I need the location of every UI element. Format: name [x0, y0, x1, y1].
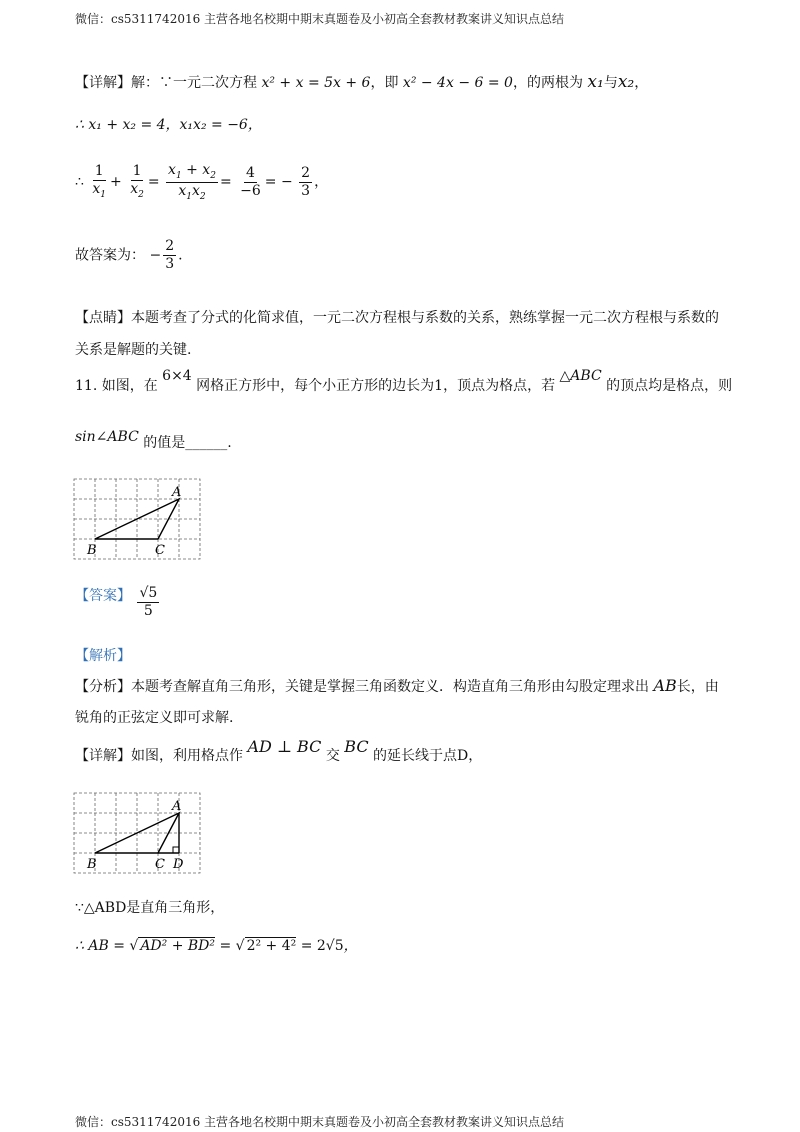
analysis-line-1 — [75, 676, 719, 696]
comment-text-1: 本题考查了分式的化简求值，一元二次方程根与系数的关系，熟练掌握一元二次方程根与系数的 — [131, 310, 719, 326]
question-11-line-1 — [75, 368, 733, 395]
vieta-line: ∴ x₁ + x₂ = 4，x₁x₂ = −6， — [75, 117, 262, 133]
answer-tag: 【答案】 — [75, 588, 131, 605]
detail-line-1 — [75, 72, 648, 92]
detail-end: ， — [634, 75, 649, 91]
detail2-text-a: 如图，利用格点作 — [131, 748, 243, 764]
root-2: x₂ — [617, 72, 635, 92]
fig2-label-b: B — [87, 857, 97, 872]
equation-2: x² − 4x − 6 = 0 — [402, 75, 513, 91]
answer-num: 2 — [165, 238, 175, 254]
fig1-label-b: B — [87, 543, 97, 558]
fraction-end: ， — [314, 174, 329, 191]
triangle-figure-1 — [73, 478, 205, 563]
fraction-line: ∴ $\frac{1}{x_1}$ + $\frac{1}{x_2}$ = $\frac{x_1 + x_2}{x_1x_2}$ = $\frac{4}{-6}$ = − $\frac{2}{3}$ ， — [75, 162, 329, 202]
ab-length-line: ∴ AB = √ AD² + BD² = √ 2² + 4² = 2√5， — [75, 938, 358, 954]
analysis-ab: AB — [653, 676, 677, 695]
q11-text-b: 网格正方形中，每个小正方形的边长为1，顶点为格点，若 — [196, 378, 556, 394]
q11-triangle: △ABC — [559, 368, 602, 384]
fig2-label-d: D — [173, 857, 184, 872]
answer-line: 故答案为： − $\frac{2}{3}$ . — [75, 238, 183, 272]
detail2-line — [75, 737, 483, 765]
ab-radicand-2: 2² + 4² — [246, 938, 297, 954]
answer-label: 故答案为： — [75, 247, 145, 264]
comment-line-1 — [75, 307, 719, 327]
detail-tag: 【详解】 — [75, 75, 131, 91]
ab-result: = 2√5 — [300, 938, 344, 954]
analysis-tag: 【解析】 — [75, 648, 131, 664]
yu: 与 — [603, 75, 618, 91]
ab-end: ， — [343, 938, 358, 954]
detail-text: 解：∵一元二次方程 — [131, 75, 257, 91]
fig1-label-c: C — [155, 543, 165, 558]
fig1-label-a: A — [172, 485, 182, 500]
analysis-text-1b: 长，由 — [676, 679, 719, 695]
detail2-bc: BC — [344, 737, 369, 756]
q11-grid-size: 6×4 — [162, 368, 192, 384]
comment-line-2: 关系是解题的关键. — [75, 342, 192, 358]
detail2-tag: 【详解】 — [75, 748, 131, 764]
ab-prefix: ∴ AB = — [75, 938, 125, 954]
triangle-figure-2 — [73, 792, 205, 877]
detail-tail: ，的两根为 — [512, 75, 583, 91]
q11-text-c: 的顶点均是格点，则 — [606, 378, 733, 394]
fig2-label-c: C — [155, 857, 165, 872]
therefore: ∴ — [75, 174, 84, 191]
page-header: 微信：cs5311742016 主营各地名校期中期末真题卷及小初高全套教材教案讲义知识点总结 — [75, 12, 565, 26]
detail2-text-c: 的延长线于点D， — [373, 748, 483, 764]
right-triangle-line: ∵△ABD是直角三角形， — [75, 900, 225, 916]
ab-radicand-1: AD² + BD² — [140, 938, 216, 954]
page-footer: 微信：cs5311742016 主营各地名校期中期末真题卷及小初高全套教材教案讲义知识点总结 — [75, 1115, 565, 1129]
detail2-text-b: 交 — [325, 748, 340, 764]
root-1: x₁ — [587, 72, 604, 92]
q11-blank-text: 的值是______. — [143, 435, 232, 451]
detail2-perp: AD ⊥ BC — [247, 737, 322, 756]
q11-text-a: 11. 如图，在 — [75, 378, 158, 394]
answer-numerator: √5 — [139, 585, 158, 601]
answer-den: 3 — [165, 255, 175, 272]
analysis-line-2: 锐角的正弦定义即可求解. — [75, 710, 234, 726]
analysis-sub-tag: 【分析】 — [75, 679, 131, 695]
equation-1: x² + x = 5x + 6 — [261, 75, 371, 91]
fig2-label-a: A — [172, 799, 182, 814]
comment-tag: 【点睛】 — [75, 310, 131, 326]
ab-equals: = — [219, 938, 232, 954]
answer-block — [75, 585, 161, 620]
detail-mid: ，即 — [370, 75, 399, 91]
q11-sin: sin∠ABC — [75, 429, 139, 445]
analysis-text-1a: 本题考查解直角三角形，关键是掌握三角函数定义．构造直角三角形由勾股定理求出 — [131, 679, 649, 695]
question-11-line-2 — [75, 429, 232, 452]
answer-denominator: 5 — [143, 602, 153, 619]
answer-dot: . — [178, 247, 183, 264]
